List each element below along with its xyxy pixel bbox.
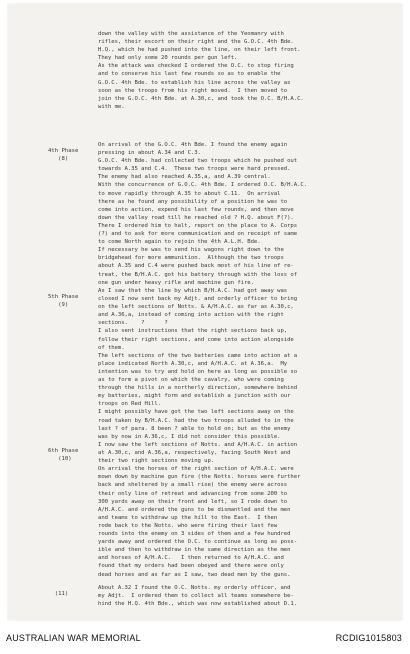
phase-label-5th: 5th Phase (9) (48, 293, 79, 308)
record-id: RCDIG1015803 (335, 633, 402, 643)
archive-name: AUSTRALIAN WAR MEMORIAL (6, 633, 141, 643)
paragraph-4th-phase: On arrival of the G.O.C. 4th Bde. I found the enemy again pressing in about A.34 and C.3. G.O.C. 4th Bde. had collected two troops which he pushed out towards A.35 and C.4. These two troops were hard pressed. The enemy had also reached A.35,a, and A.39 central. With the concurrence of G.O.C. 4th Bde. I ordered O.C. B/H.A.C. to move rapidly through A.35 to about C.11. On arrival there as he found any possibility of a position he was to come into action, expend his last few rounds, and then move down the valley road till he reached old ? H.Q. about F(?). There I ordered him to halt, report on the place to A. Corps (?) and to ask for more communication and on receipt of same to come North again to rejoin the 4th A.L.H. Bde. If necessary he was to send his wagons right down to the bridgehead for more ammunition. Although the two troops about A.35 and C.4 were pushed back most of his line of re- treat, the B/H.A.C. got his battery through with the loss of one gun under heavy rifle and machine gun fire. (98, 142, 308, 286)
document-page (8, 4, 402, 620)
paragraph-11: About A.32 I found the O.C. Notts. my orderly officer, and my Adjt. I ordered them to collect all teams somewhere be- hind the H.Q. 4th Bde., which was now established about D.1. (98, 585, 298, 608)
paragraph-5th-phase: As I saw that the line by which B/H.A.C. had got away was closed I now sent back my Adjt. and orderly officer to bring on the left sections of Notts. & A/H.A.C. as far as A.30,c, and A.36,a, instead of coming into action with the right sections. ? ? I also sent instructions that the right sections back up, follow their right sections, and come into action alongside of them. The left sections of the two batteries came into action at a place indicated North A.30,c, and A/H.A.C. at A.36,a. My intention was to try and hold on here as long as possible so as to form a pivot on which the cavalry, who were coming through the hills in a northerly direction, somewhere behind my batteries, might form and establish a junction with our troops on Red Hill. I might possibly have got the two left sections away on the road taken by B/H.A.C. had the two troops alluded to in the last ? of para. 8 been ? able to hold on; but as the enemy was by now in A.36,c, I did not consider this possible. (98, 288, 298, 440)
paragraph-intro: down the valley with the assistance of the Yeomanry with rifles, their escort on their right and the G.O.C. 4th Bde. H.Q., which he had pushed into the line, on their left front. They had only some 20 rounds per gun left. As the attack was checked I ordered the O.C. to stop firing and to conserve his last few rounds so as to enable the G.O.C. 4th Bde. to establish his line across the valley as soon as the troops from his right moved. I then moved to join the G.O.C. 4th Bde. at A.30,c, and took the O.C. B/H.A.C. with me. (98, 31, 304, 110)
phase-label-6th: 6th Phase (10) (48, 447, 79, 462)
phase-label-11: (11) (48, 590, 69, 597)
phase-label-4th: 4th Phase (8) (48, 147, 79, 162)
paragraph-6th-phase: I now saw the left sections of Notts. and A/H.A.C. in action at A.30,c, and A.36,a, respectively, facing South West and their two right sections moving up. On arrival the horses of the right section of A/H.A.C. were mown down by machine gun fire (the Notts. horses were further back and sheltered by a small rise) the enemy were across their only line of retreat and advancing from some 200 to 300 yards away on their front and left, so I rode down to A/H.A.C. and ordered the guns to be dismantled and the men and teams to withdraw up the hill to the East. I then rode back to the Notts. who were firing their last few rounds into the enemy on 3 sides of them and a few hundred yards away and ordered the O.C. to continue as long as poss- ible and then to withdraw in the same direction as the men and horses of A/H.A.C. I then returned to A/H.A.C. and found that my orders had been obeyed and there were only dead horses and as far as I saw, two dead men by the guns. (98, 442, 301, 578)
